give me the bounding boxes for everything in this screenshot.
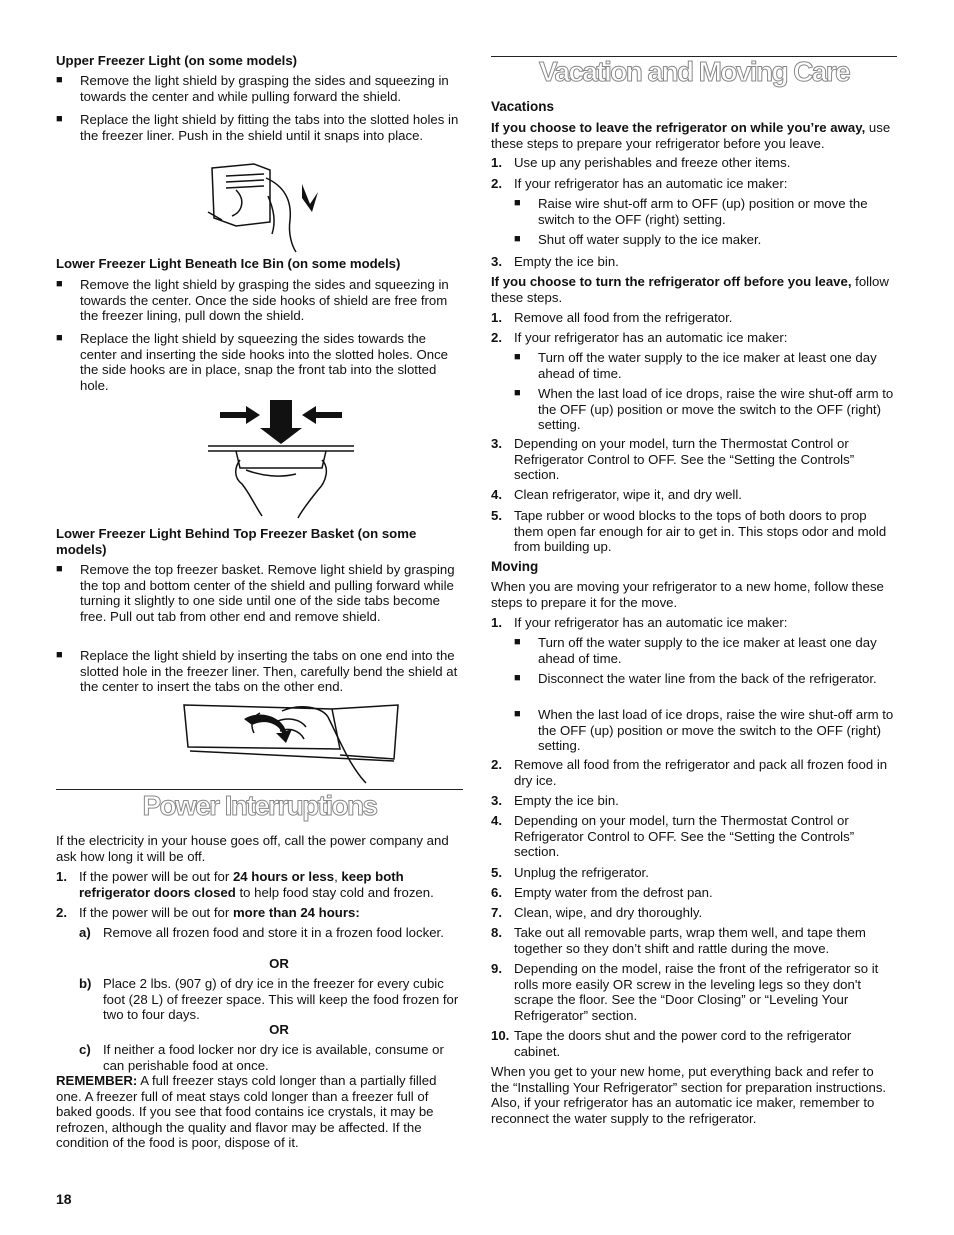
item-text: Empty the ice bin. — [514, 793, 619, 808]
item-bold: keep both refrigerator doors closed — [79, 869, 404, 900]
list-item — [491, 330, 897, 346]
sub-item — [56, 976, 463, 1023]
vacation-title: Vacation and Moving Care — [538, 56, 850, 87]
list-item — [491, 865, 897, 881]
sub-bullet: ■ When the last load of ice drops, raise the wire shut-off arm to the OFF (up) position or move the switch to the OFF (right) setting. — [491, 707, 897, 754]
item-number: 8. — [491, 925, 502, 940]
item-number: 5. — [491, 865, 502, 880]
item-number: 10. — [491, 1028, 510, 1043]
list-item: ■ Remove the light shield by grasping the sides and squeezing in towards the center and while pulling forward the shield. — [56, 73, 464, 104]
lower-ice-heading: Lower Freezer Light Beneath Ice Bin (on some models) — [56, 256, 401, 271]
intro-text: follow these steps. — [491, 274, 889, 305]
list-item — [491, 155, 897, 171]
power-intro: If the electricity in your house goes off, call the power company and ask how long it will be off. — [56, 833, 449, 864]
intro-bold: If you choose to leave the refrigerator on while you’re away, — [491, 120, 866, 135]
item-number: 1. — [56, 869, 67, 884]
upper-light-illustration — [206, 160, 326, 256]
list-item: ■ Remove the top freezer basket. Remove light shield by grasping the top and bottom center of the shield and pulling forward while turning it slightly to one side until one of the side tabs become free. Pull out tab from other end and remove shield. — [56, 562, 464, 624]
list-item — [491, 813, 897, 860]
sub-bullet: ■ Disconnect the water line from the back of the refrigerator. — [491, 671, 897, 687]
power-title: Power Interruptions — [142, 790, 377, 821]
sub-item — [56, 925, 463, 941]
sub-item — [56, 1042, 463, 1073]
list-item: ■ Replace the light shield by squeezing the sides towards the center and inserting the side hooks into the slotted holes. Once the side hooks are in place, snap the front tab into the slotted hole. — [56, 331, 464, 393]
item-text: to help food stay cold and frozen. — [235, 884, 434, 900]
item-bold: 24 hours or less — [232, 869, 335, 884]
sub-bullet: ■ When the last load of ice drops, raise the wire shut-off arm to the OFF (up) position or move the switch to the OFF (right) setting. — [491, 386, 897, 433]
sub-text: Remove all frozen food and store it in a frozen food locker. — [103, 925, 444, 940]
item-number: 3. — [491, 793, 502, 808]
list-item — [491, 254, 897, 270]
sub-bullet: ■ Turn off the water supply to the ice maker at least one day ahead of time. — [491, 635, 897, 666]
sub-bullet: ■ Raise wire shut-off arm to OFF (up) position or move the switch to the OFF (right) setting. — [491, 196, 897, 227]
list-item — [56, 905, 463, 921]
basket-light-illustration — [182, 699, 402, 785]
upper-freezer-heading: Upper Freezer Light (on some models) — [56, 53, 298, 68]
sub-text: If neither a food locker nor dry ice is available, consume or can perishable food at once. — [103, 1042, 444, 1073]
item-number: 9. — [491, 961, 502, 976]
list-item — [56, 869, 463, 900]
ice-bin-light-illustration — [206, 398, 356, 520]
remember-text: A full freezer stays cold longer than a partially filled one. A freezer full of meat stays cold longer than a freezer full of baked goods. If you see that food contains ice crystals, it may be refrozen, although the quality and flavor may be affected. If the condition of the food is poor, dispose of it. — [56, 1073, 437, 1151]
list-item — [491, 925, 897, 956]
item-text: , — [334, 869, 342, 884]
item-number: 3. — [491, 436, 502, 451]
moving-intro: When you are moving your refrigerator to a new home, follow these steps to prepare it for the move. — [491, 579, 884, 610]
item-number: 2. — [56, 905, 67, 920]
item-text: Clean, wipe, and dry thoroughly. — [514, 905, 703, 920]
item-number: 1. — [491, 615, 502, 630]
item-text: Empty water from the defrost pan. — [514, 885, 713, 900]
item-number: 7. — [491, 905, 502, 920]
item-number: 3. — [491, 254, 502, 269]
item-text: Tape rubber or wood blocks to the tops of both doors to prop them open far enough for air to get in. This stops odor and mold from building up. — [514, 508, 887, 555]
list-item — [491, 615, 897, 631]
item-text: Use up any perishables and freeze other items. — [514, 155, 791, 170]
list-item — [491, 436, 897, 483]
vacations-heading: Vacations — [491, 99, 555, 114]
sub-bullet: ■ Turn off the water supply to the ice maker at least one day ahead of time. — [491, 350, 897, 381]
list-item: ■ Replace the light shield by fitting the tabs into the slotted holes in the freezer liner. Push in the shield until it snaps into place. — [56, 112, 464, 143]
list-item: ■ Replace the light shield by inserting the tabs on one end into the slotted hole in the freezer liner. Then, carefully bend the shield at the center to insert the tabs on the other end. — [56, 648, 464, 695]
sub-letter: a) — [79, 925, 91, 940]
list-item — [491, 176, 897, 192]
sub-letter: b) — [79, 976, 92, 991]
item-text: Remove all food from the refrigerator and pack all frozen food in dry ice. — [514, 757, 888, 788]
item-number: 5. — [491, 508, 502, 523]
item-number: 2. — [491, 176, 502, 191]
moving-closing: When you get to your new home, put everything back and refer to the “Installing Your Refrigerator” section for preparation instructions. Also, if your refrigerator has an automatic ice maker, remember to reconnect the water supply to the refrigerator. — [491, 1064, 887, 1126]
item-text: Depending on your model, turn the Thermostat Control or Refrigerator Control to OFF. See the “Setting the Controls” section. — [514, 813, 855, 860]
item-number: 1. — [491, 310, 502, 325]
or-separator: OR — [269, 956, 289, 971]
item-text: Remove all food from the refrigerator. — [514, 310, 733, 325]
list-item — [491, 310, 897, 326]
moving-heading: Moving — [491, 559, 539, 574]
lower-basket-heading: Lower Freezer Light Behind Top Freezer Basket (on some models) — [56, 526, 417, 557]
page-number: 18 — [56, 1191, 72, 1207]
or-separator: OR — [269, 1022, 289, 1037]
item-text: Depending on the model, raise the front of the refrigerator so it rolls more easily OR screw in the leveling legs so they don't scrape the floor. See the “Door Closing” or “Leveling Your Refrigerator” section. — [514, 961, 879, 1023]
sub-letter: c) — [79, 1042, 91, 1057]
item-number: 2. — [491, 330, 502, 345]
sub-text: Place 2 lbs. (907 g) of dry ice in the freezer for every cubic foot (28 L) of freezer space. This will keep the food frozen for two to four days. — [103, 976, 459, 1023]
item-text: Tape the doors shut and the power cord to the refrigerator cabinet. — [514, 1028, 852, 1059]
list-item — [491, 961, 897, 1023]
item-number: 2. — [491, 757, 502, 772]
list-item — [491, 793, 897, 809]
item-number: 6. — [491, 885, 502, 900]
item-text: If the power will be out for — [79, 869, 233, 884]
item-text: If your refrigerator has an automatic ice maker: — [514, 330, 788, 345]
list-item — [491, 508, 897, 555]
list-item — [491, 487, 897, 503]
vacation-off-intro — [491, 274, 895, 305]
list-item — [491, 885, 897, 901]
intro-text: use these steps to prepare your refrigerator before you leave. — [491, 120, 891, 151]
item-number: 4. — [491, 487, 502, 502]
item-bold: more than 24 hours: — [232, 905, 360, 920]
list-item — [491, 905, 897, 921]
item-number: 1. — [491, 155, 502, 170]
list-item: ■ Remove the light shield by grasping the sides and squeezing in towards the center. Once the side hooks of shield are free from the freezer lining, pull down the shield. — [56, 277, 464, 324]
item-text: Unplug the refrigerator. — [514, 865, 649, 880]
item-text: If the power will be out for — [79, 905, 233, 920]
item-text: Depending on your model, turn the Thermostat Control or Refrigerator Control to OFF. See the “Setting the Controls” section. — [514, 436, 855, 483]
list-item — [491, 1028, 897, 1059]
remember-label: REMEMBER: — [56, 1073, 138, 1088]
intro-bold: If you choose to turn the refrigerator off before you leave, — [491, 274, 852, 289]
vacation-on-intro — [491, 120, 895, 151]
list-item — [491, 757, 897, 788]
item-text: Empty the ice bin. — [514, 254, 619, 269]
item-number: 4. — [491, 813, 502, 828]
remember-note — [56, 1073, 461, 1151]
item-text: Take out all removable parts, wrap them well, and tape them together so they don’t shift and rattle during the move. — [514, 925, 866, 956]
item-text: Clean refrigerator, wipe it, and dry well. — [514, 487, 742, 502]
item-text: If your refrigerator has an automatic ice maker: — [514, 176, 788, 191]
item-text: If your refrigerator has an automatic ice maker: — [514, 615, 788, 630]
sub-bullet: ■ Shut off water supply to the ice maker. — [491, 232, 897, 248]
